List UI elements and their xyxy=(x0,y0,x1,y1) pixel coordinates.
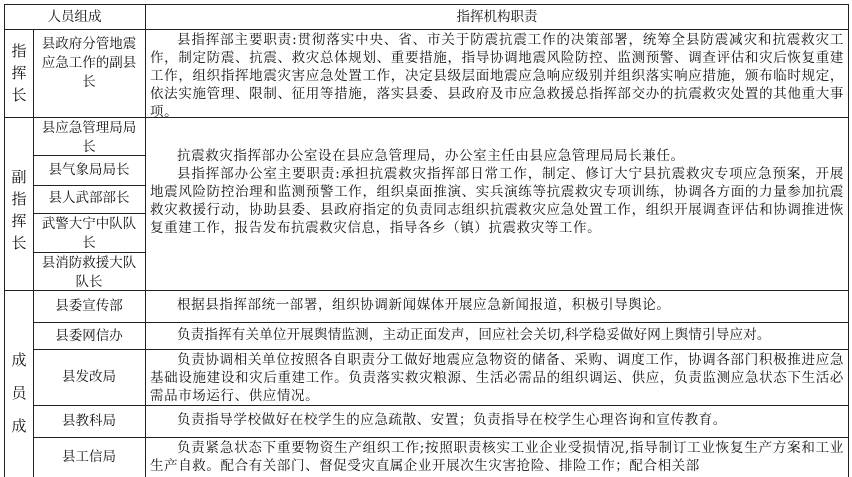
member-duty: 负责协调相关单位按照各自职责分工做好地震应急物资的储备、采购、调度工作，协调各部门积极推进应急基础设施建设和灾后重建工作。负责落实救灾粮源、生活必需品的组织调运、供应，负责监测应急状态下生活必需品市场运行、供应情况。 xyxy=(150,352,844,404)
group-label-commander: 指挥长 xyxy=(11,42,27,104)
deputy-person: 县应急管理局局长 xyxy=(41,120,137,155)
member-unit: 县委网信办 xyxy=(55,328,123,344)
header-duties: 指挥机构职责 xyxy=(456,9,538,25)
member-duty: 根据县指挥部统一部署，组织协调新闻媒体开展应急新闻报道，积极引导舆论。 xyxy=(177,297,671,313)
member-duty: 负责指导学校做好在校学生的应急疏散、安置；负责指导在校学生心理咨询和宣传教育。 xyxy=(177,412,727,428)
commander-person: 县政府分管地震应急工作的副县长 xyxy=(41,36,137,90)
row-line xyxy=(33,405,849,406)
table-border-left xyxy=(4,4,5,477)
row-line xyxy=(33,437,849,438)
deputy-person: 县人武部部长 xyxy=(48,190,130,206)
header-divider xyxy=(4,29,849,30)
header-personnel: 人员组成 xyxy=(47,9,102,25)
deputy-duty: 抗震救灾指挥部办公室设在县应急管理局，办公室主任由县应急管理局局长兼任。 县指挥部办公室主要职责:承担抗震救灾指挥部日常工作，制定、修订大宁县抗震救灾专项应急预案，开展地震风险防控治理和监测预警工作，组织桌面推演、实兵演练等抗震救灾专项训练，协调各方面的力量参加抗震救灾救援行动，协助县委、县政府指定的负责同志组织抗震救灾应急处置工作，组织开展调查评估和协调推进恢复重建工作，报告发布抗震救灾信息，指导各乡（镇）抗震救灾等工作。 xyxy=(150,148,844,236)
member-duty: 负责指挥有关单位开展舆情监测，主动正面发声，回应社会关切,科学稳妥做好网上舆情引导应对。 xyxy=(177,327,771,343)
member-unit: 县教科局 xyxy=(62,413,116,429)
duty-table xyxy=(4,4,849,477)
deputy-person: 县消防救援大队队长 xyxy=(41,255,137,290)
member-duty: 负责紧急状态下重要物资生产组织工作;按照职责核实工业企业受损情况,指导制订工业恢复生产方案和工业生产自救。配合有关部门、督促受灾直属企业开展次生灾害抢险、排险工作；配合相关部 xyxy=(150,440,844,474)
table-border-right xyxy=(848,4,849,477)
group-label-deputy: 副指挥长 xyxy=(11,168,27,252)
deputy-person: 县气象局局长 xyxy=(48,162,130,178)
member-unit: 县委宣传部 xyxy=(55,298,123,314)
row-line xyxy=(33,185,145,186)
group-label-members: 成员成 xyxy=(11,351,27,435)
row-line xyxy=(33,322,849,323)
deputy-person: 武警大宁中队队长 xyxy=(41,216,137,251)
column-divider xyxy=(145,4,146,477)
member-unit: 县工信局 xyxy=(62,449,116,465)
commander-duty: 县指挥部主要职责:贯彻落实中央、省、市关于防震抗震工作的决策部署，统筹全县防震减灾和抗震救灾工作，制定防震、抗震、救灾总体规划、重要措施，指导协调地震风险防控、监测预警、调查评估和灾后恢复重建工作，组织指挥地震灾害应急处置工作，决定县级层面地震应急响应级别并组织落实响应措施，颁布临时规定，依法实施管理、限制、征用等措施，落实县委、县政府及市应急救援总指挥部交办的抗震救灾处置的其他重大事项。 xyxy=(150,32,844,120)
member-unit: 县发改局 xyxy=(62,369,116,385)
row-line xyxy=(33,213,145,214)
row-line xyxy=(33,349,849,350)
group-divider xyxy=(33,29,34,477)
